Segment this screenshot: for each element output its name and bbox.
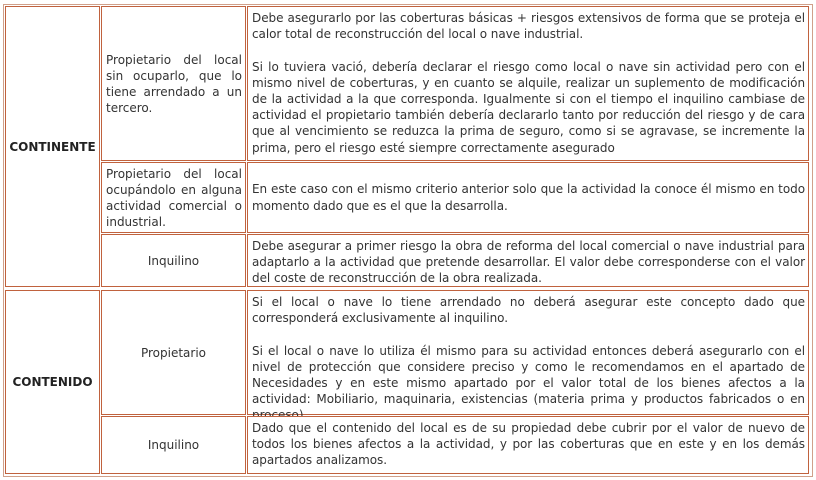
description-paragraph: Debe asegurar a primer riesgo la obra de reforma del local comercial o nave industrial para adaptarlo a la actividad que pretende desarrollar. El valor debe corresponderse con el valor del coste de reconstrucción de la obra realizada. xyxy=(252,239,805,286)
role-cell xyxy=(101,6,246,161)
description-paragraph: Dado que el contenido del local es de su propiedad debe cubrir por el valor de nuevo de todos los bienes afectos a la actividad, y por las coberturas que en este y en los demás apartados analizamos. xyxy=(252,421,805,468)
role-label: Propietario xyxy=(140,345,207,360)
section-header-continente xyxy=(5,6,100,287)
description-paragraph: Si el local o nave lo tiene arrendado no deberá asegurar este concepto dado que corresponderá exclusivamente al inquilino. xyxy=(252,295,805,326)
role-label: Propietario del local sin ocuparlo, que lo tiene arrendado a un tercero. xyxy=(106,52,242,115)
description-paragraph: En este caso con el mismo criterio anterior solo que la actividad la conoce él mismo en todo momento dado que es el que la desarrolla. xyxy=(252,182,805,213)
role-label: Inquilino xyxy=(147,438,200,452)
description-cell xyxy=(247,416,809,474)
role-label: Propietario del local ocupándolo en alguna actividad comercial o industrial. xyxy=(106,166,242,229)
description-cell xyxy=(247,290,809,415)
role-cell xyxy=(101,290,246,415)
description-cell xyxy=(247,162,809,233)
role-cell xyxy=(101,234,246,287)
description-paragraph: Debe asegurarlo por las coberturas básicas + riesgos extensivos de forma que se proteja el calor total de reconstrucción del local o nave industrial. xyxy=(252,11,805,42)
role-cell xyxy=(101,162,246,233)
section-header-contenido xyxy=(5,290,100,474)
role-cell xyxy=(101,416,246,474)
description-cell xyxy=(247,6,809,161)
description-paragraph: Si lo tuviera vació, debería declarar el riesgo como local o nave sin actividad pero con el mismo nivel de coberturas, y en cuanto se alquile, realizar un suplemento de modificación de la actividad a la que corresponda. Igualmente si con el tiempo el inquilino cambiase de actividad el propietario también debería declararlo tanto por reducción del riesgo y de cara que al vencimiento se reduzca la prima de seguro, como si se agravase, se incremente la prima, pero el riesgo esté siempre correctamente asegurado xyxy=(252,59,805,155)
role-label: Inquilino xyxy=(147,253,200,268)
section-title: CONTENIDO xyxy=(12,375,93,389)
description-cell xyxy=(247,234,809,287)
description-paragraph: Si el local o nave lo utiliza él mismo para su actividad entonces deberá asegurarlo con el nivel de protección que considere preciso y como le recomendamos en el apartado de Necesidades y en este mismo apartado por el valor total de los bienes afectos a la actividad: Mobiliario, maquinaria, existencias (materia prima y productos fabricados o en xyxy=(252,343,805,407)
section-title: CONTINENTE xyxy=(9,139,96,154)
